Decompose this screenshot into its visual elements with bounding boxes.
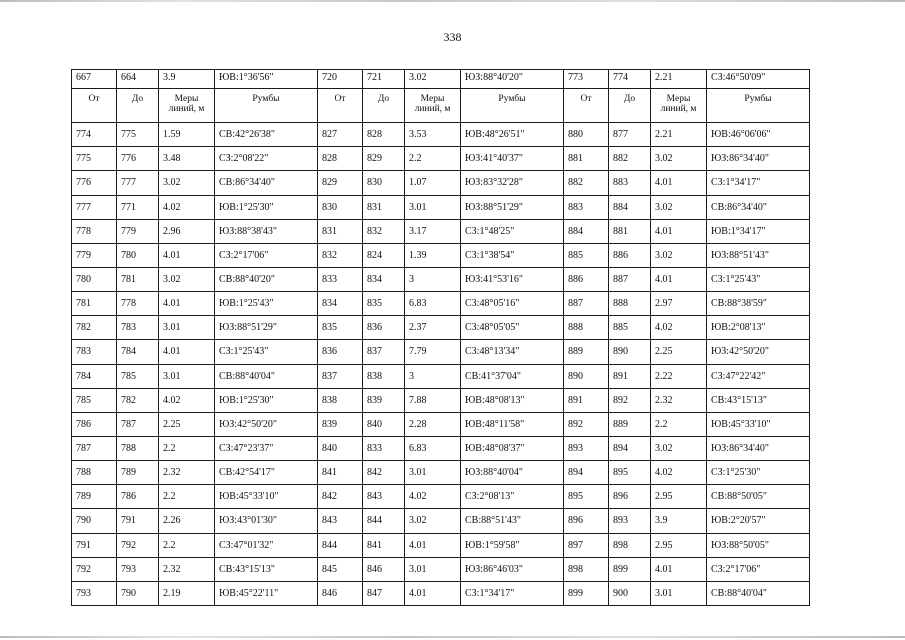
cell-length: 4.02 [159,195,215,219]
table-row [72,364,810,388]
cell-to: 775 [117,123,159,147]
cell-to: 890 [609,340,651,364]
cell-from: 830 [318,195,363,219]
cell-length: 4.02 [651,461,707,485]
cell-bearing: ЮЗ:42°50'20" [215,412,318,436]
cell-from: 793 [72,581,117,605]
table-row [72,388,810,412]
table-row [72,195,810,219]
cell-bearing: СВ:86°34'40" [215,171,318,195]
cell-bearing: ЮЗ:88°51'29" [215,316,318,340]
header-to: До [363,89,405,123]
cell-bearing: СЗ:47°23'37" [215,436,318,460]
cell-bearing: СЗ:48°05'16" [461,292,564,316]
cell-to: 788 [117,436,159,460]
cell-length: 3.17 [405,219,461,243]
cell-length: 2.2 [651,412,707,436]
cell-bearing: СЗ:48°05'05" [461,316,564,340]
cell-length: 3.9 [159,70,215,89]
cell-to: 830 [363,171,405,195]
table-row [72,581,810,605]
cell-to: 884 [609,195,651,219]
header-to: До [117,89,159,123]
cell-to: 792 [117,533,159,557]
cell-length: 2.2 [159,485,215,509]
cell-length: 2.97 [651,292,707,316]
cell-from: 897 [564,533,609,557]
cell-to: 777 [117,171,159,195]
scan-edge-bottom [0,636,905,638]
cell-length: 4.01 [405,533,461,557]
cell-bearing: ЮВ:46°06'06" [707,123,810,147]
table-row [72,485,810,509]
cell-to: 883 [609,171,651,195]
cell-from: 880 [564,123,609,147]
cell-from: 777 [72,195,117,219]
cell-bearing: ЮЗ:41°40'37" [461,147,564,171]
cell-from: 774 [72,123,117,147]
cell-to: 841 [363,533,405,557]
cell-bearing: СВ:88°40'04" [215,364,318,388]
cell-from: 896 [564,509,609,533]
cell-length: 2.19 [159,581,215,605]
cell-length: 2.37 [405,316,461,340]
cell-from: 881 [564,147,609,171]
cell-length: 4.01 [159,292,215,316]
cell-from: 785 [72,388,117,412]
table-row [72,412,810,436]
cell-to: 898 [609,533,651,557]
cell-from: 842 [318,485,363,509]
cell-length: 1.39 [405,243,461,267]
cell-length: 3.01 [159,364,215,388]
cell-to: 785 [117,364,159,388]
cell-length: 2.21 [651,70,707,89]
cell-bearing: СВ:88°40'04" [707,581,810,605]
table-row [72,316,810,340]
cell-to: 900 [609,581,651,605]
cell-from: 843 [318,509,363,533]
cell-from: 720 [318,70,363,89]
header-bearing: Румбы [707,89,810,123]
cell-length: 2.95 [651,533,707,557]
table-row-continued [72,70,810,89]
table-row [72,292,810,316]
cell-bearing: СЗ:1°48'25" [461,219,564,243]
cell-length: 3.02 [405,70,461,89]
cell-bearing: ЮЗ:42°50'20" [707,340,810,364]
table-row [72,509,810,533]
header-from: От [318,89,363,123]
cell-to: 776 [117,147,159,171]
cell-bearing: СЗ:1°34'17" [461,581,564,605]
cell-bearing: ЮВ:48°11'58" [461,412,564,436]
cell-from: 780 [72,267,117,291]
cell-length: 4.01 [159,243,215,267]
cell-from: 779 [72,243,117,267]
cell-bearing: ЮВ:1°25'43" [215,292,318,316]
cell-to: 838 [363,364,405,388]
cell-from: 837 [318,364,363,388]
cell-length: 1.59 [159,123,215,147]
page-number: 338 [443,30,462,44]
cell-bearing: ЮЗ:88°50'05" [707,533,810,557]
scan-edge-top [0,0,905,2]
cell-from: 846 [318,581,363,605]
cell-to: 721 [363,70,405,89]
header-from: От [564,89,609,123]
cell-length: 2.2 [159,533,215,557]
cell-to: 892 [609,388,651,412]
cell-to: 839 [363,388,405,412]
cell-length: 2.2 [405,147,461,171]
cell-length: 6.83 [405,292,461,316]
cell-to: 828 [363,123,405,147]
cell-bearing: СЗ:1°25'43" [707,267,810,291]
cell-length: 3.02 [159,267,215,291]
cell-length: 2.25 [159,412,215,436]
table-row [72,147,810,171]
cell-from: 782 [72,316,117,340]
cell-bearing: ЮЗ:88°40'04" [461,461,564,485]
cell-bearing: ЮЗ:88°51'29" [461,195,564,219]
cell-to: 887 [609,267,651,291]
cell-bearing: ЮЗ:86°46'03" [461,557,564,581]
cell-from: 885 [564,243,609,267]
cell-length: 2.32 [159,557,215,581]
cell-from: 839 [318,412,363,436]
cell-bearing: СВ:41°37'04" [461,364,564,388]
cell-from: 891 [564,388,609,412]
cell-from: 844 [318,533,363,557]
table-row [72,123,810,147]
cell-from: 836 [318,340,363,364]
cell-to: 831 [363,195,405,219]
header-bearing: Румбы [215,89,318,123]
cell-to: 782 [117,388,159,412]
cell-to: 832 [363,219,405,243]
cell-from: 834 [318,292,363,316]
header-bearing: Румбы [461,89,564,123]
cell-length: 3 [405,364,461,388]
cell-from: 791 [72,533,117,557]
cell-to: 889 [609,412,651,436]
cell-length: 6.83 [405,436,461,460]
cell-to: 787 [117,412,159,436]
cell-length: 1.07 [405,171,461,195]
cell-to: 881 [609,219,651,243]
table-row [72,461,810,485]
cell-bearing: СВ:88°51'43" [461,509,564,533]
cell-from: 888 [564,316,609,340]
cell-length: 2.28 [405,412,461,436]
cell-to: 895 [609,461,651,485]
cell-to: 784 [117,340,159,364]
cell-from: 829 [318,171,363,195]
cell-bearing: СЗ:2°17'06" [707,557,810,581]
table-row [72,340,810,364]
cell-length: 3.01 [159,316,215,340]
cell-from: 884 [564,219,609,243]
cell-to: 891 [609,364,651,388]
cell-bearing: СЗ:46°50'09" [707,70,810,89]
cell-bearing: СВ:43°15'13" [215,557,318,581]
cell-from: 894 [564,461,609,485]
cell-from: 887 [564,292,609,316]
cell-to: 791 [117,509,159,533]
cell-to: 847 [363,581,405,605]
cell-to: 771 [117,195,159,219]
cell-from: 789 [72,485,117,509]
cell-bearing: СЗ:1°25'30" [707,461,810,485]
cell-to: 786 [117,485,159,509]
table-row [72,267,810,291]
cell-to: 893 [609,509,651,533]
cell-bearing: ЮВ:1°36'56" [215,70,318,89]
cell-from: 831 [318,219,363,243]
header-from: От [72,89,117,123]
table-row [72,171,810,195]
cell-to: 836 [363,316,405,340]
cell-bearing: СВ:42°54'17" [215,461,318,485]
cell-from: 773 [564,70,609,89]
cell-from: 775 [72,147,117,171]
cell-to: 837 [363,340,405,364]
cell-length: 3.01 [405,195,461,219]
cell-to: 783 [117,316,159,340]
cell-from: 792 [72,557,117,581]
cell-length: 4.01 [651,219,707,243]
cell-from: 828 [318,147,363,171]
cell-bearing: ЮЗ:86°34'40" [707,436,810,460]
cell-to: 789 [117,461,159,485]
cell-to: 781 [117,267,159,291]
cell-bearing: ЮВ:1°34'17" [707,219,810,243]
cell-length: 4.02 [405,485,461,509]
cell-bearing: ЮВ:1°25'30" [215,195,318,219]
cell-bearing: СВ:88°40'20" [215,267,318,291]
cell-length: 2.95 [651,485,707,509]
cell-from: 781 [72,292,117,316]
cell-bearing: ЮВ:45°22'11" [215,581,318,605]
table-row [72,533,810,557]
cell-to: 885 [609,316,651,340]
cell-length: 3 [405,267,461,291]
cell-from: 882 [564,171,609,195]
cell-length: 2.21 [651,123,707,147]
cell-bearing: ЮЗ:88°38'43" [215,219,318,243]
cell-from: 899 [564,581,609,605]
rumb-table-body [72,70,810,606]
header-to: До [609,89,651,123]
cell-bearing: СЗ:48°13'34" [461,340,564,364]
cell-from: 893 [564,436,609,460]
cell-to: 779 [117,219,159,243]
cell-bearing: ЮВ:1°59'58" [461,533,564,557]
table-row [72,243,810,267]
cell-length: 3.53 [405,123,461,147]
table-row [72,557,810,581]
header-length: Меры линий, м [405,89,461,123]
cell-from: 895 [564,485,609,509]
cell-from: 787 [72,436,117,460]
cell-length: 3.02 [651,436,707,460]
cell-to: 888 [609,292,651,316]
cell-bearing: ЮВ:2°20'57" [707,509,810,533]
rumb-table [71,69,810,606]
cell-length: 2.96 [159,219,215,243]
cell-length: 4.01 [651,171,707,195]
cell-length: 2.32 [159,461,215,485]
cell-to: 774 [609,70,651,89]
cell-to: 834 [363,267,405,291]
cell-bearing: ЮВ:1°25'30" [215,388,318,412]
cell-from: 841 [318,461,363,485]
cell-length: 3.02 [651,147,707,171]
cell-from: 840 [318,436,363,460]
table-row [72,436,810,460]
cell-from: 833 [318,267,363,291]
cell-to: 780 [117,243,159,267]
cell-bearing: ЮВ:48°26'51" [461,123,564,147]
cell-from: 838 [318,388,363,412]
cell-bearing: СЗ:2°08'13" [461,485,564,509]
cell-from: 778 [72,219,117,243]
cell-length: 3.02 [159,171,215,195]
cell-bearing: СВ:86°34'40" [707,195,810,219]
cell-from: 883 [564,195,609,219]
cell-length: 4.01 [405,581,461,605]
cell-length: 3.01 [405,557,461,581]
cell-to: 824 [363,243,405,267]
header-length: Меры линий, м [651,89,707,123]
cell-from: 845 [318,557,363,581]
cell-length: 7.88 [405,388,461,412]
cell-to: 896 [609,485,651,509]
cell-from: 667 [72,70,117,89]
cell-bearing: СЗ:1°38'54" [461,243,564,267]
cell-to: 899 [609,557,651,581]
cell-from: 898 [564,557,609,581]
cell-from: 827 [318,123,363,147]
cell-from: 886 [564,267,609,291]
cell-to: 886 [609,243,651,267]
cell-length: 4.02 [651,316,707,340]
cell-bearing: СЗ:2°08'22" [215,147,318,171]
cell-bearing: СВ:88°38'59" [707,292,810,316]
cell-bearing: ЮЗ:43°01'30" [215,509,318,533]
cell-length: 7.79 [405,340,461,364]
cell-bearing: СЗ:47°22'42" [707,364,810,388]
cell-to: 842 [363,461,405,485]
cell-bearing: СВ:43°15'13" [707,388,810,412]
cell-bearing: ЮВ:45°33'10" [707,412,810,436]
cell-length: 4.01 [651,267,707,291]
cell-from: 889 [564,340,609,364]
cell-bearing: СВ:88°50'05" [707,485,810,509]
cell-from: 786 [72,412,117,436]
cell-bearing: ЮВ:48°08'37" [461,436,564,460]
cell-to: 882 [609,147,651,171]
cell-length: 3.48 [159,147,215,171]
cell-length: 3.01 [405,461,461,485]
cell-from: 835 [318,316,363,340]
cell-to: 835 [363,292,405,316]
cell-to: 778 [117,292,159,316]
cell-to: 793 [117,557,159,581]
cell-to: 790 [117,581,159,605]
cell-from: 783 [72,340,117,364]
cell-length: 2.2 [159,436,215,460]
cell-to: 843 [363,485,405,509]
cell-from: 832 [318,243,363,267]
cell-bearing: СЗ:1°34'17" [707,171,810,195]
cell-bearing: СЗ:2°17'06" [215,243,318,267]
cell-to: 829 [363,147,405,171]
cell-to: 877 [609,123,651,147]
cell-length: 2.32 [651,388,707,412]
cell-to: 846 [363,557,405,581]
cell-length: 3.02 [651,195,707,219]
cell-length: 3.02 [405,509,461,533]
cell-bearing: СЗ:47°01'32" [215,533,318,557]
cell-to: 840 [363,412,405,436]
cell-from: 788 [72,461,117,485]
cell-bearing: ЮЗ:83°32'28" [461,171,564,195]
cell-bearing: ЮВ:48°08'13" [461,388,564,412]
cell-bearing: ЮЗ:88°51'43" [707,243,810,267]
cell-bearing: ЮЗ:88°40'20" [461,70,564,89]
cell-length: 2.25 [651,340,707,364]
cell-length: 2.26 [159,509,215,533]
cell-from: 892 [564,412,609,436]
cell-bearing: ЮВ:2°08'13" [707,316,810,340]
table-row [72,219,810,243]
cell-bearing: ЮЗ:86°34'40" [707,147,810,171]
table-header-row [72,89,810,123]
cell-from: 776 [72,171,117,195]
cell-to: 833 [363,436,405,460]
cell-bearing: СЗ:1°25'43" [215,340,318,364]
cell-bearing: ЮЗ:41°53'16" [461,267,564,291]
cell-to: 894 [609,436,651,460]
cell-bearing: СВ:42°26'38" [215,123,318,147]
cell-length: 2.22 [651,364,707,388]
cell-to: 844 [363,509,405,533]
cell-length: 4.02 [159,388,215,412]
cell-from: 890 [564,364,609,388]
cell-length: 3.9 [651,509,707,533]
cell-to: 664 [117,70,159,89]
cell-length: 4.01 [159,340,215,364]
header-length: Меры линий, м [159,89,215,123]
cell-from: 784 [72,364,117,388]
cell-length: 4.01 [651,557,707,581]
cell-bearing: ЮВ:45°33'10" [215,485,318,509]
cell-from: 790 [72,509,117,533]
cell-length: 3.01 [651,581,707,605]
cell-length: 3.02 [651,243,707,267]
